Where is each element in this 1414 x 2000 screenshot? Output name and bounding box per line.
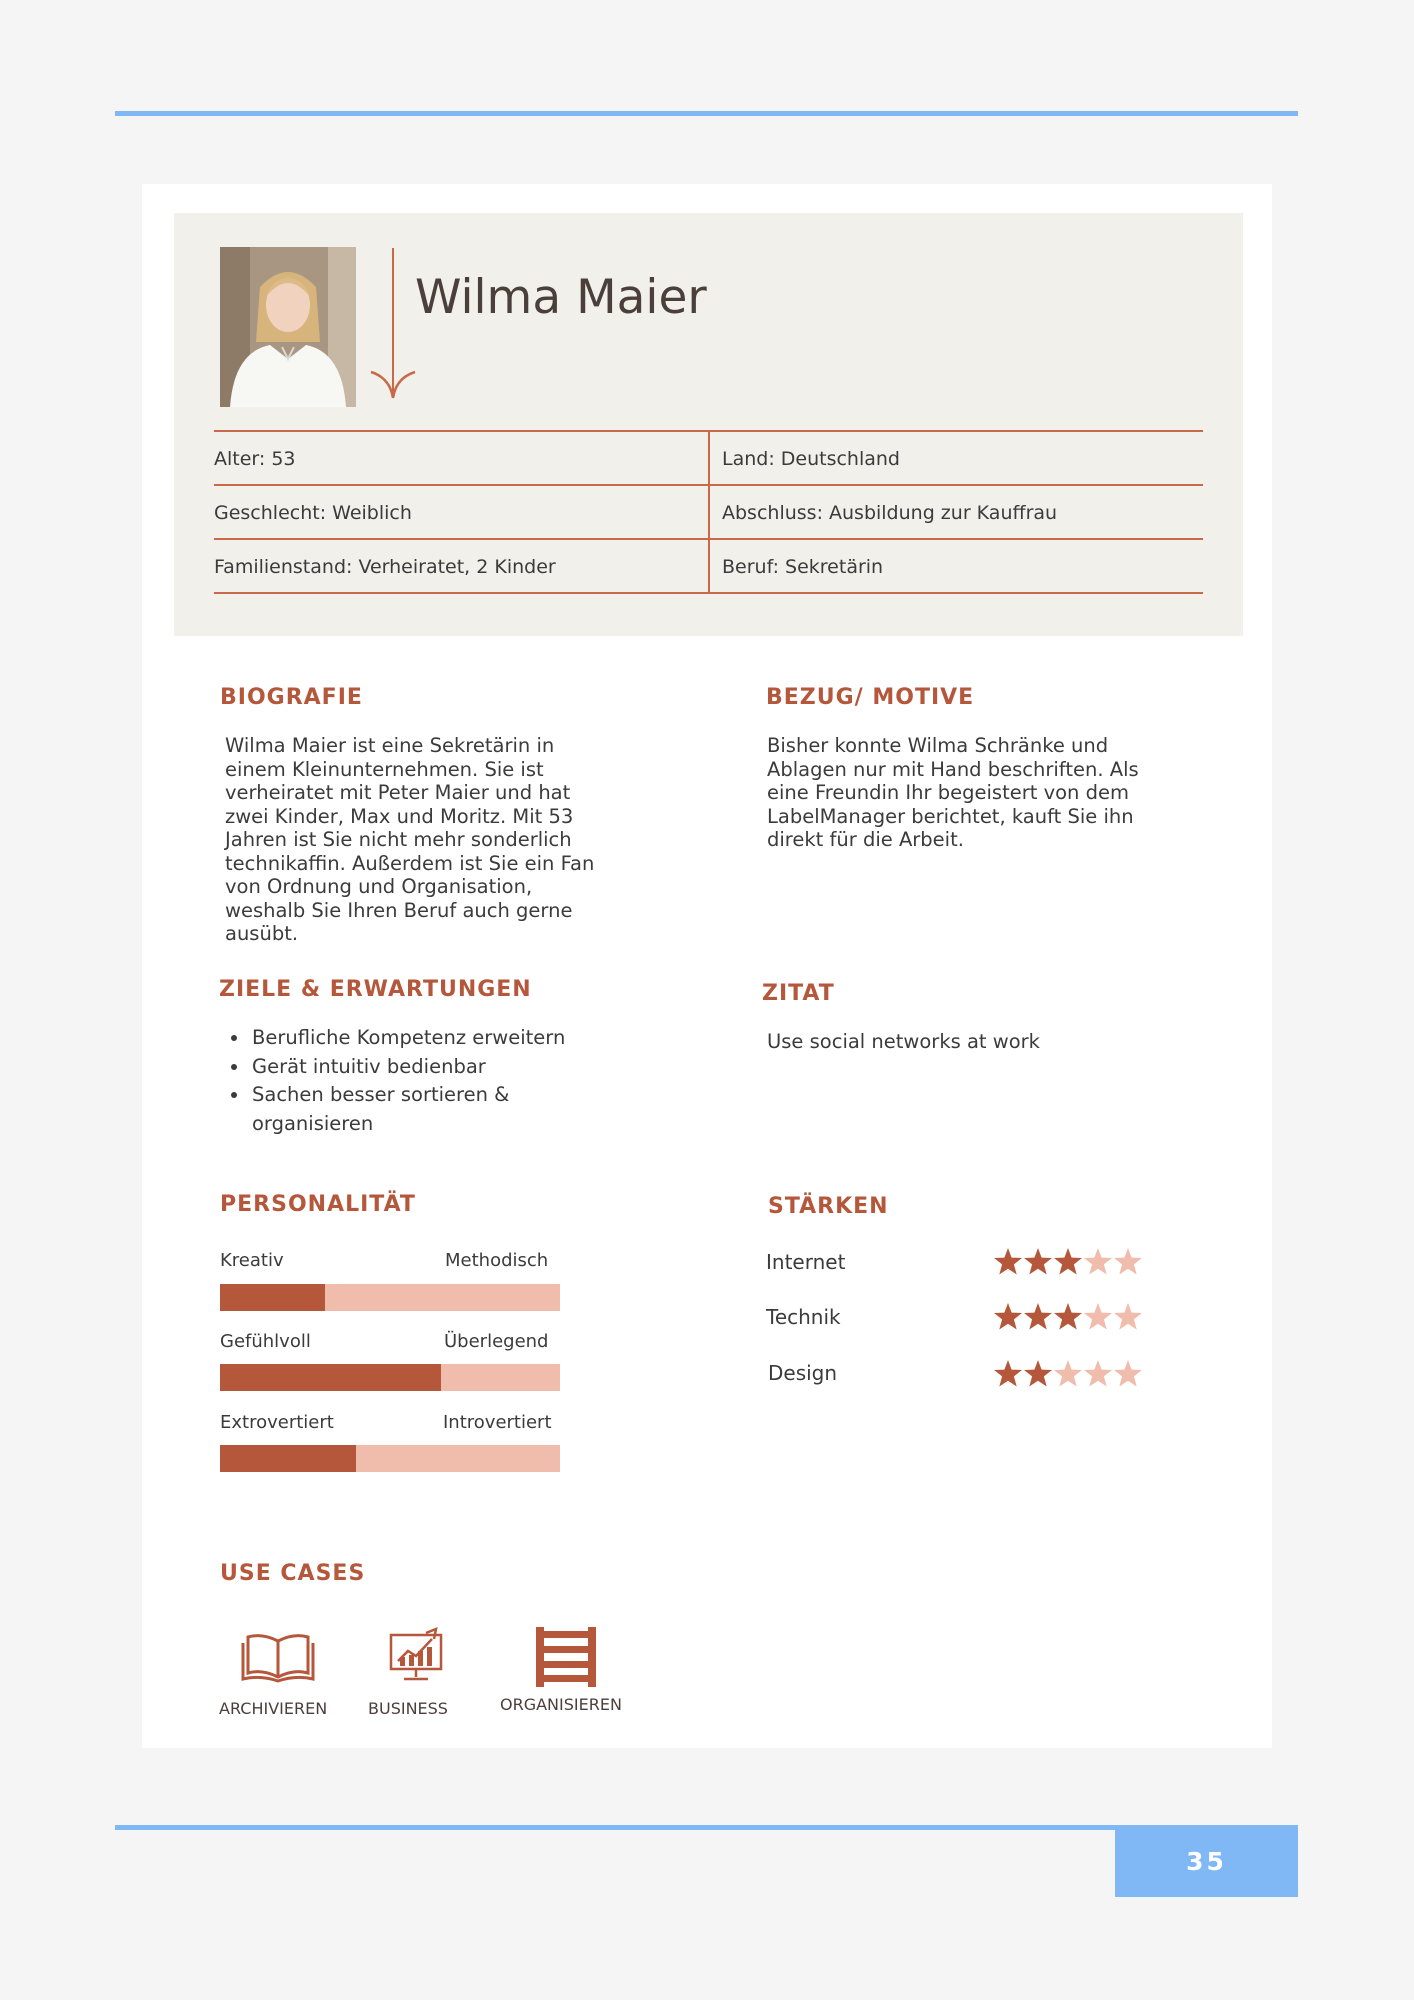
- scale-left-label: Extrovertiert: [220, 1412, 334, 1433]
- star-filled-icon: [993, 1359, 1023, 1388]
- star-rating: [993, 1247, 1143, 1276]
- arrow-down-icon: [366, 246, 416, 406]
- star-empty-icon: [1083, 1247, 1113, 1276]
- use-case-label: BUSINESS: [368, 1699, 448, 1718]
- info-family: Familienstand: Verheiratet, 2 Kinder: [214, 556, 556, 578]
- list-item: • Berufliche Kompetenz erweitern: [250, 1024, 565, 1053]
- staerken-title: STÄRKEN: [768, 1194, 889, 1219]
- star-empty-icon: [1113, 1247, 1143, 1276]
- star-filled-icon: [1023, 1302, 1053, 1331]
- bezug-title: BEZUG/ MOTIVE: [766, 685, 975, 710]
- personality-bar-fill: [220, 1364, 441, 1391]
- text-line: technikaffin. Außerdem ist Sie ein Fan: [225, 851, 595, 875]
- info-row: [214, 538, 1203, 594]
- info-age: Alter: 53: [214, 448, 296, 470]
- star-filled-icon: [1053, 1302, 1083, 1331]
- text-line: zwei Kinder, Max und Moritz. Mit 53: [225, 804, 574, 828]
- open-book-icon: [240, 1631, 316, 1683]
- info-country: Land: Deutschland: [722, 448, 900, 470]
- star-filled-icon: [1023, 1359, 1053, 1388]
- star-empty-icon: [1083, 1302, 1113, 1331]
- text-line: von Ordnung und Organisation,: [225, 875, 533, 898]
- profile-photo: [220, 247, 356, 407]
- star-filled-icon: [1053, 1247, 1083, 1276]
- list-item: • Sachen besser sortieren & organisieren: [250, 1081, 552, 1138]
- column-divider: [708, 432, 710, 484]
- text-line: Ablagen nur mit Hand beschriften. Als: [767, 757, 1139, 781]
- text-line: einem Kleinunternehmen. Sie ist: [225, 757, 544, 781]
- zitat-title: ZITAT: [762, 981, 835, 1006]
- star-filled-icon: [993, 1247, 1023, 1276]
- star-empty-icon: [1083, 1359, 1113, 1388]
- text-line: Wilma Maier ist eine Sekretärin in: [225, 734, 555, 757]
- persona-name: Wilma Maier: [415, 270, 707, 325]
- personalitaet-title: PERSONALITÄT: [220, 1192, 416, 1217]
- text-line: Bisher konnte Wilma Schränke und: [767, 734, 1109, 757]
- strength-label: Design: [768, 1361, 838, 1385]
- scale-right-label: Introvertiert: [443, 1412, 552, 1433]
- text-line: weshalb Sie Ihren Beruf auch gerne: [225, 898, 573, 922]
- star-filled-icon: [1023, 1247, 1053, 1276]
- zitat-text: Use social networks at work: [767, 1030, 1040, 1053]
- star-rating: [993, 1359, 1143, 1388]
- list-item: • Gerät intuitiv bedienbar: [250, 1053, 565, 1082]
- strength-label: Internet: [766, 1250, 846, 1274]
- info-gender: Geschlecht: Weiblich: [214, 502, 412, 524]
- text-line: eine Freundin Ihr begeistert von dem: [767, 781, 1129, 804]
- scale-right-label: Methodisch: [445, 1250, 549, 1271]
- page-number: 35: [1115, 1825, 1298, 1897]
- text-line: verheiratet mit Peter Maier und hat: [225, 781, 571, 804]
- personality-bar-fill: [220, 1284, 325, 1311]
- scale-left-label: Gefühlvoll: [220, 1331, 311, 1352]
- star-rating: [993, 1302, 1143, 1331]
- bezug-text: [767, 734, 1139, 852]
- star-empty-icon: [1113, 1359, 1143, 1388]
- column-divider: [708, 486, 710, 538]
- star-empty-icon: [1053, 1359, 1083, 1388]
- strength-label: Technik: [766, 1305, 841, 1329]
- use-case-label: ORGANISIEREN: [500, 1695, 622, 1714]
- text-line: Jahren ist Sie nicht mehr sonderlich: [225, 828, 572, 851]
- personality-bar: [220, 1445, 560, 1472]
- personality-bar-fill: [220, 1445, 356, 1472]
- use-cases-title: USE CASES: [220, 1561, 366, 1586]
- info-job: Beruf: Sekretärin: [722, 556, 884, 578]
- star-filled-icon: [993, 1302, 1023, 1331]
- text-line: direkt für die Arbeit.: [767, 828, 964, 851]
- star-empty-icon: [1113, 1302, 1143, 1331]
- text-line: LabelManager berichtet, kauft Sie ihn: [767, 804, 1134, 828]
- goal-list: [226, 1024, 565, 1138]
- ziele-title: ZIELE & ERWARTUNGEN: [219, 977, 532, 1002]
- info-table: [214, 430, 1203, 594]
- use-case-label: ARCHIVIEREN: [219, 1699, 328, 1718]
- personality-bar: [220, 1284, 560, 1311]
- text-line: ausübt.: [225, 922, 299, 945]
- bottom-rule: [115, 1825, 1115, 1830]
- top-rule: [115, 111, 1298, 116]
- info-row: [214, 430, 1203, 484]
- personality-bar: [220, 1364, 560, 1391]
- scale-left-label: Kreativ: [220, 1250, 284, 1271]
- shelf-icon: [534, 1627, 598, 1687]
- biografie-text: [225, 734, 594, 946]
- info-degree: Abschluss: Ausbildung zur Kauffrau: [722, 502, 1058, 524]
- column-divider: [708, 540, 710, 592]
- chart-monitor-icon: [388, 1625, 444, 1683]
- biografie-title: BIOGRAFIE: [220, 685, 363, 710]
- info-row: [214, 484, 1203, 538]
- scale-right-label: Überlegend: [444, 1331, 549, 1352]
